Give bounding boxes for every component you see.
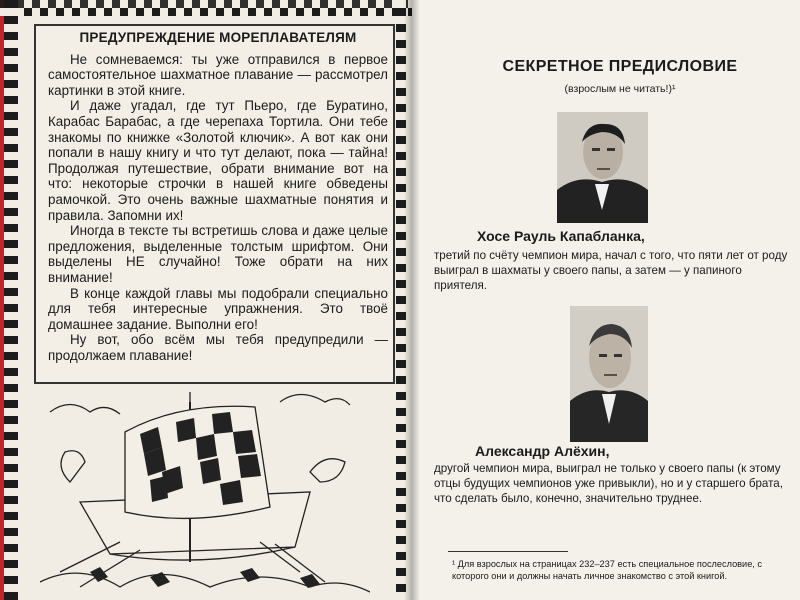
footnote-divider — [448, 551, 568, 552]
paragraph: Ну вот, обо всём мы тебя предупредили — продолжаем плавание! — [48, 332, 388, 363]
paragraph: И даже угадал, где тут Пьеро, где Буратино, Карабас Барабас, а где черепаха Тортила. Они тебе знакомы по книжке «Золотой ключик». А вот как они попали в нашу книгу и что тут делают, пока — тайна! Продолжая путешествие, обрати внимание вот на что: некоторые строчки в нашей книге обведены рамочкой. Это очень важные шахматные понятия и правила. Запомни их! — [48, 98, 388, 223]
paragraph: Не сомневаемся: ты уже отправился в первое самостоятельное шахматное плавание — рассмотрел картинки в этой книге. — [48, 51, 388, 98]
right-page-subtitle: (взрослым не читать!)¹ — [564, 83, 676, 95]
right-page-title: СЕКРЕТНОЕ ПРЕДИСЛОВИЕ — [502, 58, 738, 75]
footnote: ¹ Для взрослых на страницах 232–237 есть специальное послесловие, с которого они и должны начать личное знакомство с этой книгой. — [452, 559, 763, 581]
alekhine-name: Александр Алёхин, — [475, 443, 610, 459]
left-page-title: ПРЕДУПРЕЖДЕНИЕ МОРЕПЛАВАТЕЛЯМ — [79, 30, 357, 45]
portrait-capablanca — [557, 112, 648, 223]
alekhine-description: другой чемпион мира, выиграл не только у своего папы (к этому отцы будущих чемпионов уже привыкли), но и у старшего брата, что сделать было, конечно, значительно труднее. — [434, 462, 783, 505]
paragraph: В конце каждой главы мы подобрали специально для тебя интересные упражнения. Это твоё домашнее задание. Выполни его! — [48, 285, 388, 332]
capablanca-name: Хосе Рауль Капабланка, — [477, 228, 645, 244]
checkered-border-left — [4, 0, 18, 600]
capablanca-description: третий по счёту чемпион мира, начал с того, что пяти лет от роду выиграл в шахматы у своего папы, а затем — у папиного приятеля. — [434, 249, 788, 292]
checkered-border-top-row2 — [0, 8, 412, 16]
right-header — [445, 58, 795, 95]
portrait-alekhine — [570, 306, 648, 442]
book-gutter — [404, 0, 420, 600]
paragraph: Иногда в тексте ты встретишь слова и даже целые предложения, выделенные толстым шрифтом. Они выделены НЕ случайно! Тоже обрати на них внимание! — [48, 223, 388, 285]
left-text-block — [48, 30, 388, 363]
ship-illustration — [40, 372, 370, 600]
